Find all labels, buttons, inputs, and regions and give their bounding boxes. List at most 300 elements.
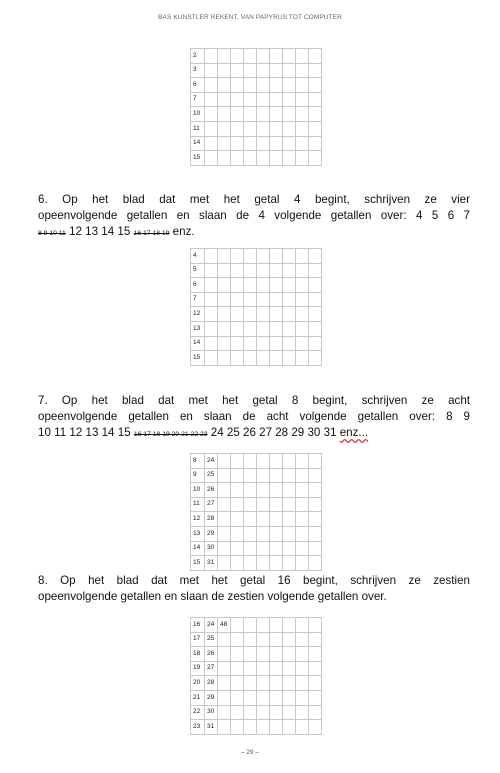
running-header: BAS KUNSTLER REKENT. VAN PAPYRUS TOT COMPUTER [158,14,342,21]
grid-cell [270,307,283,322]
grid-cell [244,618,257,633]
grid-cell [270,121,283,136]
grid-cell: 12 [191,307,205,322]
grid-cell [270,136,283,151]
grid-cell [257,705,270,720]
grid-cell: 29 [205,526,218,541]
grid-cell [283,676,296,691]
grid-cell [296,676,309,691]
grid-cell [218,705,231,720]
grid-cell [257,336,270,351]
grid-cell: 28 [205,512,218,527]
grid-cell [296,292,309,307]
grid-cell [218,107,231,122]
grid-row [191,676,322,691]
grid-cell: 16 [191,618,205,633]
grid-cell [257,720,270,735]
grid-cell [270,263,283,278]
grid-cell [283,468,296,483]
grid-cell [296,307,309,322]
grid-cell [218,483,231,498]
grid-cell [296,541,309,556]
grid-row [191,483,322,498]
grid-row [191,263,322,278]
grid-cell: 29 [205,690,218,705]
grid-cell [283,351,296,366]
grid-cell [231,351,244,366]
grid-cell [270,107,283,122]
grid-cell [296,705,309,720]
grid-cell [231,556,244,571]
grid-cell [283,49,296,64]
grid-cell: 4 [191,249,205,264]
grid-cell [283,151,296,166]
grid-cell [309,92,322,107]
grid-cell [205,307,218,322]
grid-cell: 26 [205,647,218,662]
grid-cell [257,512,270,527]
grid-cell [244,526,257,541]
grid-row [191,278,322,293]
grid-cell [218,468,231,483]
grid-cell [257,483,270,498]
grid-cell: 14 [191,136,205,151]
grid-row [191,705,322,720]
grid-cell [257,151,270,166]
grid-cell [244,63,257,78]
grid-cell [296,512,309,527]
grid-cell [309,720,322,735]
grid-cell [244,541,257,556]
grid-row [191,49,322,64]
grid-cell [205,121,218,136]
grid-cell [257,249,270,264]
grid-row [191,351,322,366]
grid-cell [296,63,309,78]
grid-cell [283,336,296,351]
grid-cell [270,49,283,64]
grid-cell [257,661,270,676]
grid-cell: 27 [205,661,218,676]
grid-cell [309,705,322,720]
grid-cell [218,63,231,78]
grid-cell [205,321,218,336]
grid-cell [296,632,309,647]
grid-cell [270,483,283,498]
grid-cell [244,49,257,64]
grid-cell: 21 [191,690,205,705]
grid-cell [218,497,231,512]
grid-cell [205,107,218,122]
grid-cell [244,78,257,93]
grid-cell [296,121,309,136]
grid-row [191,92,322,107]
grid-cell: 25 [205,632,218,647]
grid-cell [270,632,283,647]
crossed-out-numbers: 8 9 10 11 [38,230,66,238]
grid-cell: 26 [205,483,218,498]
grid-cell [257,107,270,122]
grid-cell [218,307,231,322]
grid-cell [283,556,296,571]
grid-cell [231,676,244,691]
grid-cell: 15 [191,151,205,166]
grid-cell [309,541,322,556]
number-grid-section-8 [190,617,322,735]
grid-cell [270,468,283,483]
grid-cell [283,541,296,556]
number-grid-section-6 [190,248,322,366]
grid-cell [231,541,244,556]
grid-cell [218,278,231,293]
grid-cell [218,321,231,336]
grid-cell [257,647,270,662]
grid-cell [309,136,322,151]
grid-cell [231,690,244,705]
grid-cell [231,92,244,107]
grid-cell [205,49,218,64]
grid-cell: 7 [191,92,205,107]
grid-cell: 19 [191,661,205,676]
grid-row [191,307,322,322]
grid-cell: 11 [191,121,205,136]
grid-cell [231,497,244,512]
paragraph-section-8 [38,573,470,605]
grid-row [191,690,322,705]
grid-cell: 12 [191,512,205,527]
grid-cell [205,336,218,351]
grid-cell: 31 [205,556,218,571]
grid-row [191,121,322,136]
grid-row [191,661,322,676]
grid-cell [205,249,218,264]
grid-cell [244,351,257,366]
grid-cell [257,690,270,705]
grid-cell: 11 [191,497,205,512]
grid-cell [257,497,270,512]
grid-cell: 17 [191,632,205,647]
grid-row [191,526,322,541]
grid-cell [309,78,322,93]
grid-cell [296,690,309,705]
grid-cell [244,705,257,720]
grid-cell [309,249,322,264]
grid-cell [205,63,218,78]
grid-cell [218,556,231,571]
grid-cell [270,336,283,351]
grid-cell: 30 [205,541,218,556]
grid-cell [231,512,244,527]
grid-cell: 31 [205,720,218,735]
grid-cell [309,63,322,78]
grid-cell [283,647,296,662]
grid-cell [218,263,231,278]
grid-cell [283,107,296,122]
grid-cell [309,278,322,293]
grid-cell [218,454,231,469]
grid-cell [244,720,257,735]
grid-cell [244,556,257,571]
grid-cell [270,278,283,293]
grid-cell [296,49,309,64]
grid-cell [296,468,309,483]
grid-cell [244,121,257,136]
grid-cell [205,92,218,107]
grid-cell [283,136,296,151]
grid-cell [309,497,322,512]
grid-cell [296,661,309,676]
grid-cell [257,321,270,336]
grid-row [191,454,322,469]
grid-cell [218,292,231,307]
grid-cell [205,151,218,166]
grid-cell [244,136,257,151]
grid-cell [283,454,296,469]
grid-cell [231,263,244,278]
grid-cell [270,661,283,676]
grid-cell [231,526,244,541]
grid-cell [309,483,322,498]
grid-cell [309,336,322,351]
grid-cell [244,632,257,647]
grid-cell: 7 [191,292,205,307]
grid-cell [231,121,244,136]
grid-cell [283,78,296,93]
paragraph-line: opeenvolgende getallen en slaan de acht volgende getallen over: 8 9 [38,410,470,424]
grid-cell: 14 [191,336,205,351]
paragraph-section-7 [38,393,470,444]
grid-cell [218,151,231,166]
grid-cell [257,556,270,571]
grid-cell [270,92,283,107]
grid-cell [218,661,231,676]
grid-cell [218,676,231,691]
grid-cell [270,63,283,78]
grid-cell [244,151,257,166]
grid-cell: 10 [191,107,205,122]
grid-cell [244,647,257,662]
grid-cell [257,632,270,647]
grid-cell [270,351,283,366]
grid-cell [218,512,231,527]
grid-cell [309,526,322,541]
grid-cell [296,647,309,662]
grid-cell [283,705,296,720]
grid-cell: 6 [191,78,205,93]
grid-cell: 24 [205,454,218,469]
grid-cell [231,307,244,322]
grid-cell [309,676,322,691]
grid-cell [270,512,283,527]
grid-cell [257,121,270,136]
grid-cell [244,483,257,498]
grid-cell: 25 [205,468,218,483]
grid-cell: 13 [191,526,205,541]
grid-cell: 9 [191,468,205,483]
grid-cell [205,278,218,293]
paragraph-line: 7. Op het blad dat met het getal 8 begint, schrijven ze acht [38,394,470,407]
grid-cell [309,321,322,336]
grid-cell [257,292,270,307]
grid-cell [309,468,322,483]
enz-text: enz. [169,225,195,239]
grid-cell [270,249,283,264]
grid-cell [309,690,322,705]
grid-cell [309,263,322,278]
grid-cell [283,483,296,498]
grid-cell [257,526,270,541]
grid-cell [283,321,296,336]
grid-cell [309,632,322,647]
grid-cell [218,336,231,351]
grid-cell [309,618,322,633]
grid-cell [309,556,322,571]
grid-cell [205,351,218,366]
grid-row [191,136,322,151]
grid-cell [205,263,218,278]
grid-cell [309,512,322,527]
grid-cell [257,136,270,151]
grid-cell [244,263,257,278]
grid-cell [296,151,309,166]
grid-cell [244,278,257,293]
grid-cell [283,690,296,705]
grid-cell [257,676,270,691]
grid-cell [296,249,309,264]
grid-row [191,249,322,264]
grid-cell [296,351,309,366]
grid-cell [218,720,231,735]
grid-cell: 2 [191,49,205,64]
grid-cell [296,136,309,151]
grid-cell [205,292,218,307]
grid-cell [231,321,244,336]
grid-cell [270,647,283,662]
grid-cell [296,618,309,633]
grid-cell [257,49,270,64]
grid-cell: 10 [191,483,205,498]
grid-cell [309,661,322,676]
grid-cell [270,618,283,633]
grid-cell [309,49,322,64]
paragraph-section-6 [38,192,470,243]
grid-row [191,632,322,647]
grid-cell [270,690,283,705]
grid-cell [231,483,244,498]
grid-cell [257,468,270,483]
grid-cell [231,336,244,351]
grid-row [191,512,322,527]
grid-cell: 14 [191,541,205,556]
grid-cell: 27 [205,497,218,512]
grid-row [191,468,322,483]
grid-cell: 23 [191,720,205,735]
grid-cell [244,512,257,527]
grid-row [191,556,322,571]
grid-cell [283,618,296,633]
enz-text: enz... [339,426,369,440]
grid-cell [283,720,296,735]
grid-cell [257,541,270,556]
grid-cell [244,249,257,264]
grid-cell: 48 [218,618,231,633]
grid-cell [283,292,296,307]
grid-cell [270,720,283,735]
grid-cell [309,107,322,122]
grid-cell [296,497,309,512]
grid-cell [244,690,257,705]
grid-cell [257,63,270,78]
grid-cell [296,483,309,498]
grid-cell [231,49,244,64]
page-number: – 29 – [240,749,260,756]
grid-cell [244,92,257,107]
listed-numbers: 12 13 14 15 [65,225,134,239]
grid-cell [244,321,257,336]
grid-cell [218,632,231,647]
grid-cell [270,292,283,307]
grid-cell [283,92,296,107]
grid-cell [231,136,244,151]
grid-cell [244,454,257,469]
grid-cell [218,121,231,136]
grid-row [191,720,322,735]
grid-cell [283,512,296,527]
grid-cell [231,63,244,78]
grid-cell [231,78,244,93]
grid-cell: 6 [191,278,205,293]
grid-cell [257,618,270,633]
grid-cell [309,151,322,166]
grid-cell [218,49,231,64]
grid-cell [257,263,270,278]
paragraph-line [38,224,470,242]
grid-cell [244,497,257,512]
grid-cell [270,556,283,571]
grid-cell [218,541,231,556]
grid-cell [309,454,322,469]
crossed-out-numbers: 16 17 18 19 [133,230,170,238]
grid-cell [231,618,244,633]
grid-cell [283,632,296,647]
grid-cell [218,78,231,93]
grid-cell [218,690,231,705]
grid-cell [231,454,244,469]
grid-cell [244,292,257,307]
grid-cell [309,292,322,307]
grid-row [191,618,322,633]
grid-cell [231,151,244,166]
grid-cell [218,249,231,264]
grid-row [191,541,322,556]
grid-cell [283,121,296,136]
grid-row [191,107,322,122]
grid-cell [257,78,270,93]
grid-cell [231,468,244,483]
grid-cell [231,292,244,307]
number-grid-section-7 [190,453,322,571]
grid-cell [231,720,244,735]
grid-cell: 15 [191,351,205,366]
grid-cell [270,705,283,720]
grid-row [191,78,322,93]
paragraph-line: opeenvolgende getallen en slaan de 4 volgende getallen over: 4 5 6 7 [38,209,470,223]
grid-cell [309,647,322,662]
grid-cell [296,107,309,122]
grid-cell [218,647,231,662]
grid-cell [270,78,283,93]
grid-cell [283,661,296,676]
